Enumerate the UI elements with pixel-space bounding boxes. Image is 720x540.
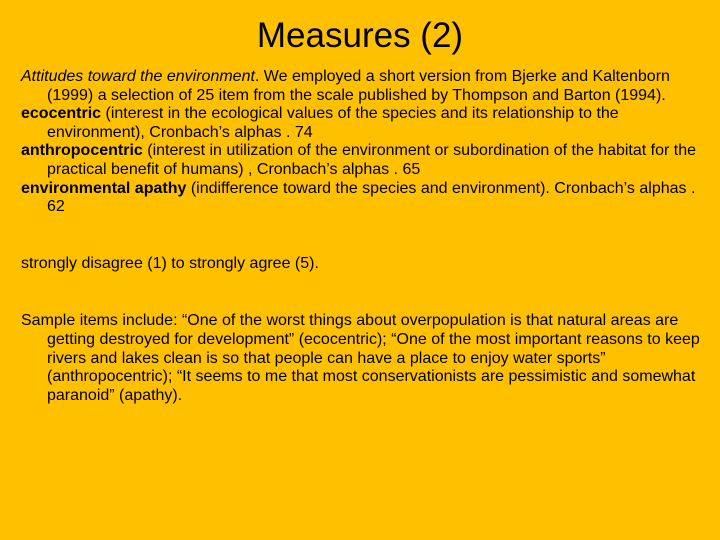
ecocentric-term: ecocentric [21, 105, 102, 123]
attitudes-paragraph [21, 68, 707, 105]
apathy-paragraph [21, 180, 707, 217]
sample-items-paragraph: Sample items include: “One of the worst things about overpopulation is that natural areas are getting destroyed for development” (ecocentric); “One of the most important reasons to keep rivers and lakes clean is so that people can have a place to enjoy water sports” (anthropocentric); “It seems to me that most conservationists are pessimistic and somewhat paranoid” (apathy). [21, 312, 700, 404]
anthropocentric-term: anthropocentric [21, 142, 143, 160]
scale-paragraph: strongly disagree (1) to strongly agree (5). [21, 254, 319, 272]
attitudes-lead: Attitudes toward the environment [21, 68, 255, 85]
ecocentric-text: (interest in the ecological values of the species and its relationship to the environment), Cronbach’s alphas . 74 [47, 105, 619, 141]
slide-title: Measures (2) [256, 16, 464, 55]
anthropocentric-paragraph [21, 142, 707, 179]
slide-body [21, 68, 707, 405]
spacer [21, 217, 707, 255]
apathy-term: environmental apathy [21, 179, 187, 197]
ecocentric-paragraph [21, 105, 707, 142]
apathy-text: (indifference toward the species and environment). Cronbach’s alphas . 62 [47, 179, 696, 216]
attitudes-text: . We employed a short version from Bjerke and Kaltenborn (1999) a selection of 25 item from the scale published by Thompson and Barton (1994). [47, 68, 670, 104]
spacer [21, 273, 707, 312]
anthropocentric-text: (interest in utilization of the environment or subordination of the habitat for the practical benefit of humans) , Cronbach’s alphas . 65 [47, 142, 697, 178]
